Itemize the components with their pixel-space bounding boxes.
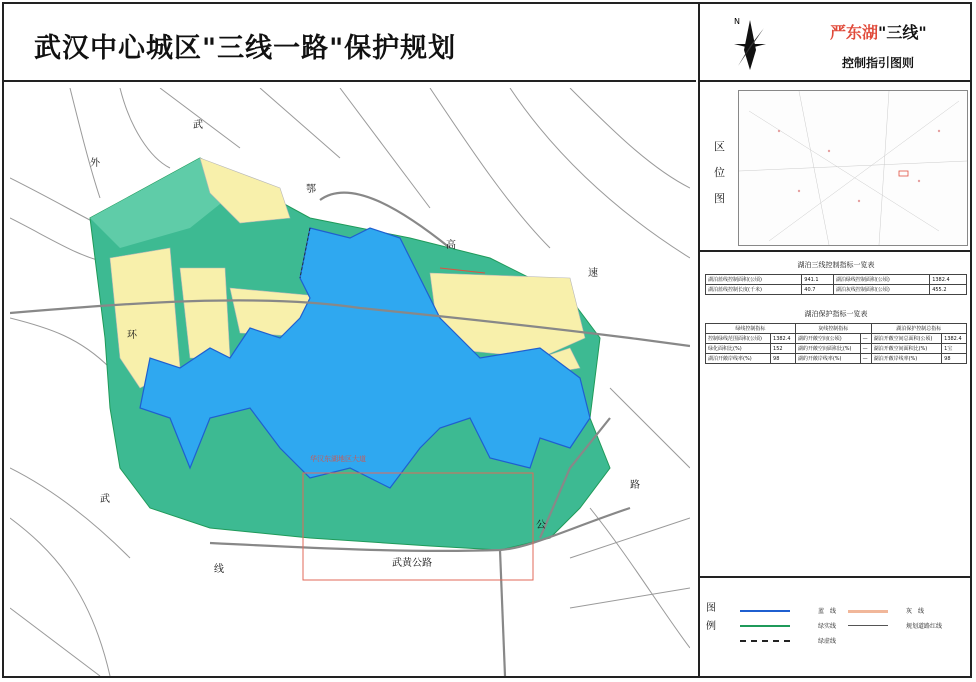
side-header	[700, 4, 972, 82]
table-cell: 湖泊开敞空间总面积(公顷)	[871, 334, 942, 344]
legend-label-char: 例	[706, 621, 716, 632]
table-cell: 湖泊开敞岸线率(%)	[871, 354, 942, 364]
table-cell: 湖的开敞空间面积比(%)	[795, 344, 860, 354]
table-cell: 455.2	[930, 285, 967, 295]
legend-item-grey: 灰 线	[906, 608, 925, 615]
lake-map	[10, 88, 690, 676]
table-row	[706, 344, 967, 354]
legend-swatch-grey	[848, 610, 888, 613]
svg-text:N: N	[734, 17, 740, 26]
road-label-huan: 环	[127, 330, 137, 341]
table-cell: 湖泊开敞岸线率(%)	[706, 354, 771, 364]
location-label-char: 图	[714, 192, 725, 205]
table-header: 湖泊保护控制总指标	[871, 324, 966, 334]
location-label	[714, 134, 728, 212]
legend-swatch-green	[740, 625, 790, 627]
north-arrow-icon	[730, 14, 770, 76]
road-label-su: 速	[588, 268, 598, 279]
road-label-gao: 高	[446, 240, 456, 251]
side-title-rest: "三线"	[878, 23, 927, 42]
legend-swatch-road	[848, 625, 888, 626]
table-header: 灰线控制指标	[795, 324, 871, 334]
road-label-gong: 公	[536, 520, 546, 531]
legend-item-green-dashed: 绿虚线	[818, 638, 837, 645]
table-cell: 湖泊蓝线控制面积(公顷)	[706, 275, 802, 285]
table-row	[706, 275, 967, 285]
table-cell: 湖泊蓝线控制长度(千米)	[706, 285, 802, 295]
table-cell: —	[860, 344, 871, 354]
location-label-char: 区	[714, 140, 725, 153]
table-row	[706, 354, 967, 364]
side-panel	[698, 4, 972, 676]
legend-item-blue: 蓝 线	[818, 608, 837, 615]
site-label: 华汉东湖地区大道	[310, 455, 366, 463]
table1-title: 湖泊三线控制指标一览表	[797, 261, 875, 269]
legend-swatch-green-dashed	[740, 640, 790, 642]
side-title	[830, 20, 927, 43]
table-cell: 绿化面积比(%)	[706, 344, 771, 354]
table-row	[706, 285, 967, 295]
table2	[705, 323, 967, 364]
title-bar	[4, 4, 696, 82]
legend-item-green: 绿实线	[818, 623, 837, 630]
location-map[interactable]	[738, 90, 968, 246]
table-cell: 湖泊灰线控制面积(公顷)	[833, 285, 929, 295]
road-label-wuhuang: 武黄公路	[392, 558, 432, 569]
road-label-e: 鄂	[306, 184, 316, 195]
table-cell: 湖的开敞岸线率(%)	[795, 354, 860, 364]
lake-name: 严东湖	[830, 23, 879, 42]
table-cell: 湖泊开敞空间面积比(%)	[871, 344, 942, 354]
table-cell: 1宝	[942, 344, 967, 354]
location-marker	[899, 171, 908, 176]
table1	[705, 274, 967, 295]
table-header: 绿线控制指标	[706, 324, 796, 334]
legend	[700, 576, 972, 676]
location-map-section	[700, 84, 972, 252]
table-cell: 40.7	[802, 285, 834, 295]
location-label-char: 位	[714, 166, 725, 179]
legend-item-road: 规划道路红线	[906, 623, 943, 630]
table-cell: 941.1	[802, 275, 834, 285]
table-cell: 98	[942, 354, 967, 364]
table-cell: 湖泊绿线控制面积(公顷)	[833, 275, 929, 285]
legend-swatch-blue	[740, 610, 790, 612]
road-label-wai: 外	[90, 158, 100, 169]
map-area[interactable]	[10, 88, 690, 676]
road-label-wu: 武	[193, 120, 203, 131]
location-map-graphic	[739, 91, 967, 245]
table-header-row	[706, 324, 967, 334]
page-title: 武汉中心城区"三线一路"保护规划	[34, 33, 457, 64]
table-cell: 1382.4	[930, 275, 967, 285]
table-cell: 1382.4	[771, 334, 796, 344]
table-cell: 152	[771, 344, 796, 354]
side-subtitle: 控制指引图则	[842, 56, 915, 70]
table-cell: 湖的开敞空间(公顷)	[795, 334, 860, 344]
table2-title: 湖泊保护指标一览表	[804, 310, 868, 318]
table-cell: 1382.4	[942, 334, 967, 344]
road-label-lu: 路	[630, 480, 640, 491]
table-cell: —	[860, 334, 871, 344]
road-label-xian: 线	[214, 564, 224, 575]
legend-label	[706, 600, 718, 636]
table-cell: —	[860, 354, 871, 364]
tables-section	[700, 254, 972, 364]
legend-label-char: 图	[706, 603, 716, 614]
table-cell: 98	[771, 354, 796, 364]
table-row	[706, 334, 967, 344]
road-label-wu2: 武	[100, 494, 110, 505]
table-cell: 控制绿线范围面积(公顷)	[706, 334, 771, 344]
